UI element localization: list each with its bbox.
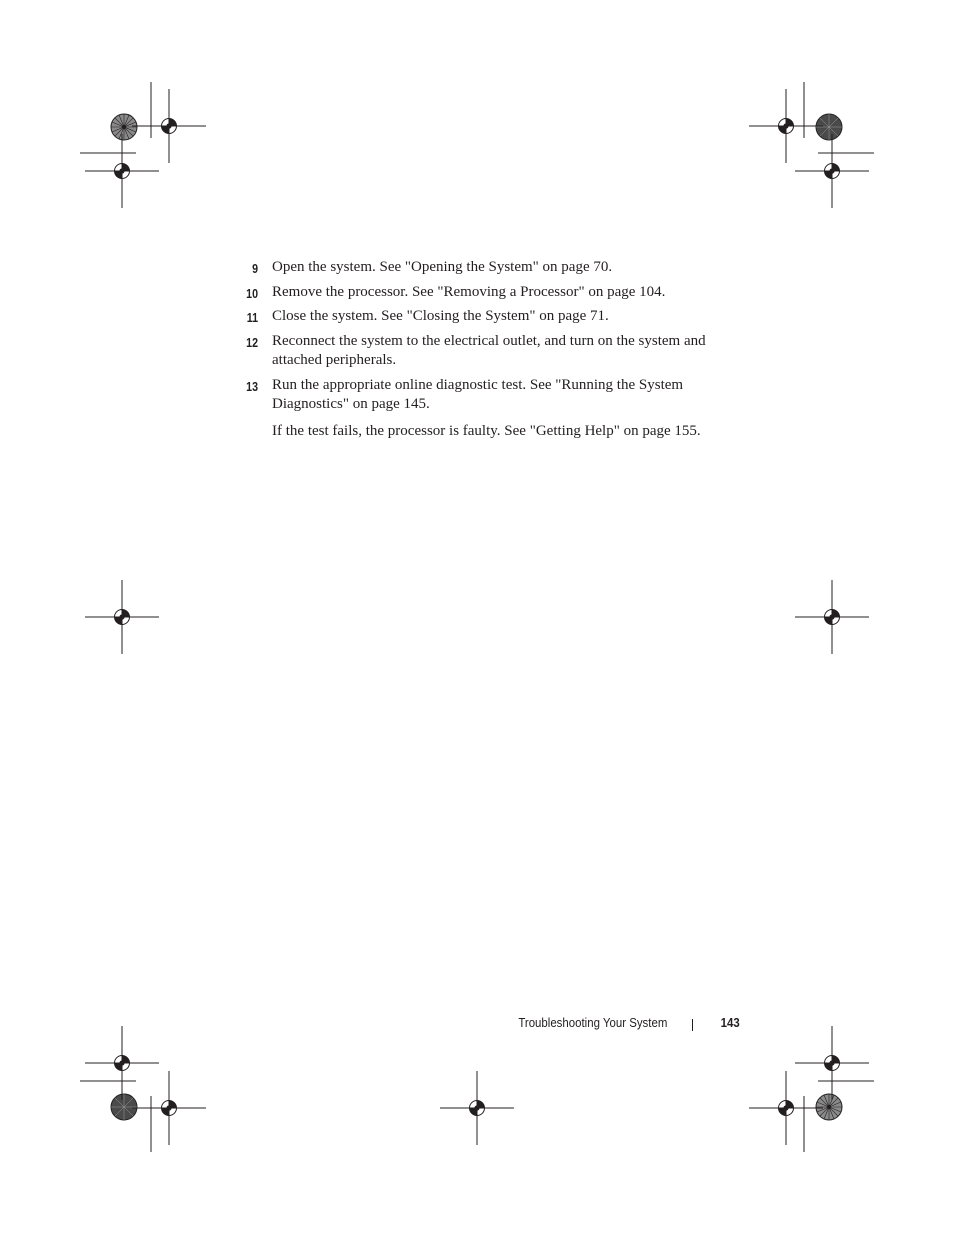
step-10 [238,283,728,303]
registration-target [749,1071,823,1145]
crop-mark-top-right [804,82,874,153]
color-bar-bottom-right [816,1094,842,1120]
color-bar-top-left [111,114,137,140]
registration-target [85,580,159,654]
step-number: 10 [246,285,258,301]
registration-target [795,1026,869,1100]
result-note: If the test fails, the processor is faulty. See "Getting Help" on page 155. [272,422,701,439]
step-12 [238,332,728,371]
registration-target [85,1026,159,1100]
section-title: Troubleshooting Your System [517,1015,667,1030]
registration-target [132,89,206,163]
step-text: Open the system. See "Opening the System" on page 70. [272,259,613,275]
step-number: 11 [246,310,258,325]
step-11 [238,307,728,327]
crop-mark-bottom-right [804,1081,874,1152]
color-bar-bottom-left [111,1094,137,1120]
step-text: Close the system. See "Closing the System" on page 71. [272,308,609,324]
step-text: Run the appropriate online diagnostic test. See "Running the System Diagnostics" on page 145. [272,376,684,412]
registration-target [749,89,823,163]
step-text: Remove the processor. See "Removing a Processor" on page 104. [272,283,666,300]
procedure-steps [238,258,728,441]
step-number: 9 [252,261,258,276]
registration-target [795,580,869,654]
footer-divider [692,1019,693,1031]
page-footer [430,1015,740,1035]
page-number: 143 [720,1015,740,1030]
step-number: 13 [246,378,258,394]
registration-target [85,134,159,208]
step-13 [238,376,728,415]
registration-target [440,1071,514,1145]
color-bar-top-right [816,114,842,140]
registration-target [795,134,869,208]
step-9 [238,258,728,278]
step-text: Reconnect the system to the electrical outlet, and turn on the system and attached peripherals. [272,332,706,368]
step-number: 12 [246,334,258,350]
registration-target [132,1071,206,1145]
